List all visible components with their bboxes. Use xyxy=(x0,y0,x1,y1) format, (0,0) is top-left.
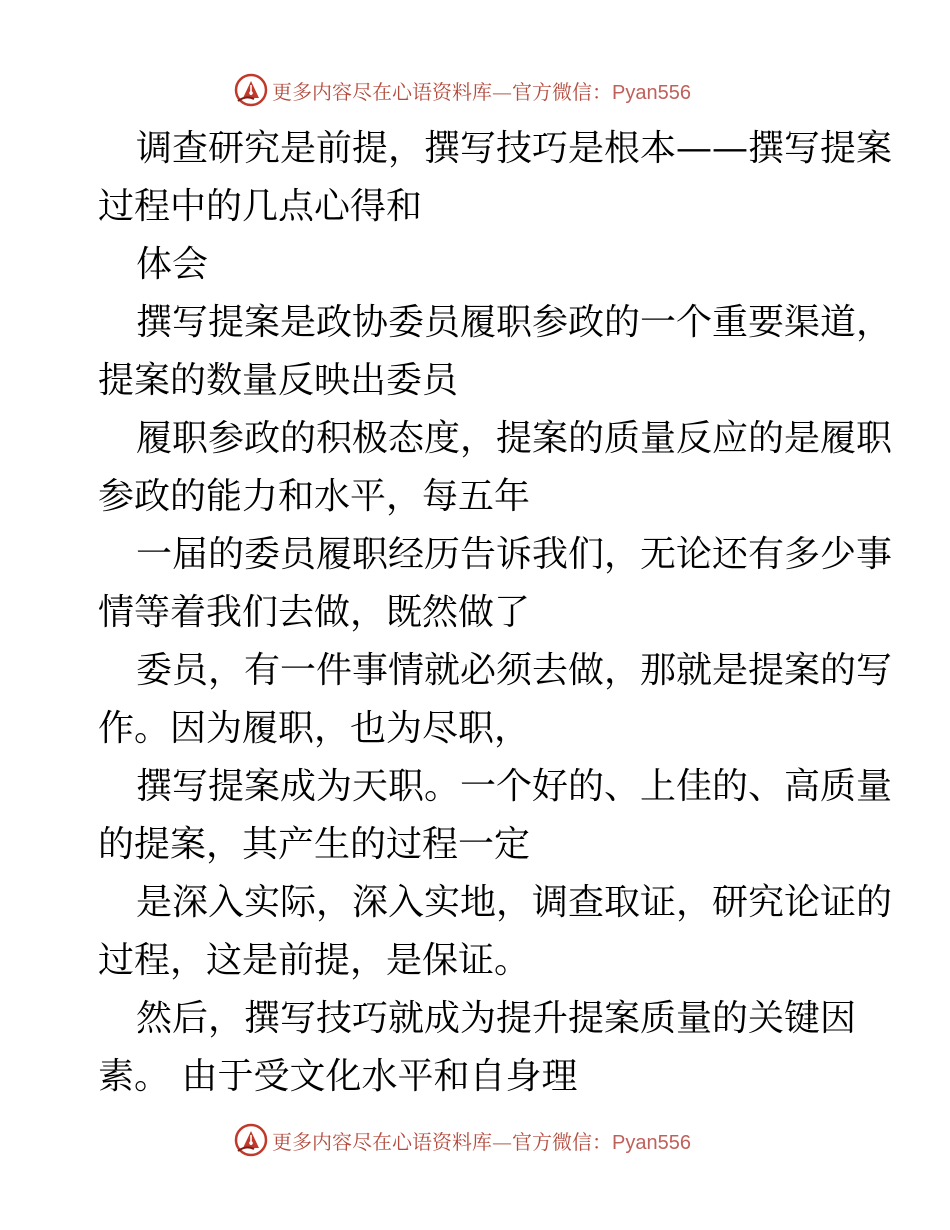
footer-banner xyxy=(0,1120,950,1160)
footer-banner-text xyxy=(272,1126,691,1155)
header-banner-text xyxy=(272,76,691,105)
footer-wechat-label: 官方微信： xyxy=(512,1129,612,1154)
header-banner-content xyxy=(234,70,691,110)
text-line: 履职参政的积极态度，提案的质量反应的是履职 xyxy=(136,418,893,459)
text-line: 素。 由于受文化水平和自身理 xyxy=(98,1056,578,1097)
text-line: 作。因为履职，也为尽职， xyxy=(98,708,531,749)
footer-separator: — xyxy=(492,1129,512,1154)
text-line: 撰写提案是政协委员履职参政的一个重要渠道， xyxy=(136,302,893,343)
header-wechat-label: 官方微信： xyxy=(512,79,612,104)
header-separator: — xyxy=(492,79,512,104)
text-line: 调查研究是前提，撰写技巧是根本——撰写提案 xyxy=(136,128,893,169)
text-line: 一届的委员履职经历告诉我们，无论还有多少事 xyxy=(136,534,893,575)
text-line: 过程，这是前提，是保证。 xyxy=(98,940,531,981)
header-banner xyxy=(0,70,950,110)
header-brand: 更多内容尽在心语资料库 xyxy=(272,79,492,104)
text-line: 撰写提案成为天职。一个好的、上佳的、高质量 xyxy=(136,766,893,807)
text-line: 然后，撰写技巧就成为提升提案质量的关键因 xyxy=(136,998,857,1039)
text-line: 过程中的几点心得和 xyxy=(98,186,423,227)
text-line: 是深入实际，深入实地，调查取证，研究论证的 xyxy=(136,882,893,923)
header-wechat-id: Pyan556 xyxy=(612,81,691,104)
text-line: 情等着我们去做，既然做了 xyxy=(98,592,531,633)
pen-nib-seal-logo-icon xyxy=(234,1123,268,1157)
text-line: 的提案，其产生的过程一定 xyxy=(98,824,531,865)
text-line: 委员，有一件事情就必须去做，那就是提案的写 xyxy=(136,650,893,691)
text-line: 参政的能力和水平，每五年 xyxy=(98,476,531,517)
footer-banner-content xyxy=(234,1120,691,1160)
footer-brand: 更多内容尽在心语资料库 xyxy=(272,1129,492,1154)
text-line: 体会 xyxy=(136,244,209,285)
pen-nib-seal-logo-icon xyxy=(234,73,268,107)
footer-wechat-id: Pyan556 xyxy=(612,1131,691,1154)
document-body xyxy=(98,120,893,1106)
text-line: 提案的数量反映出委员 xyxy=(98,360,459,401)
